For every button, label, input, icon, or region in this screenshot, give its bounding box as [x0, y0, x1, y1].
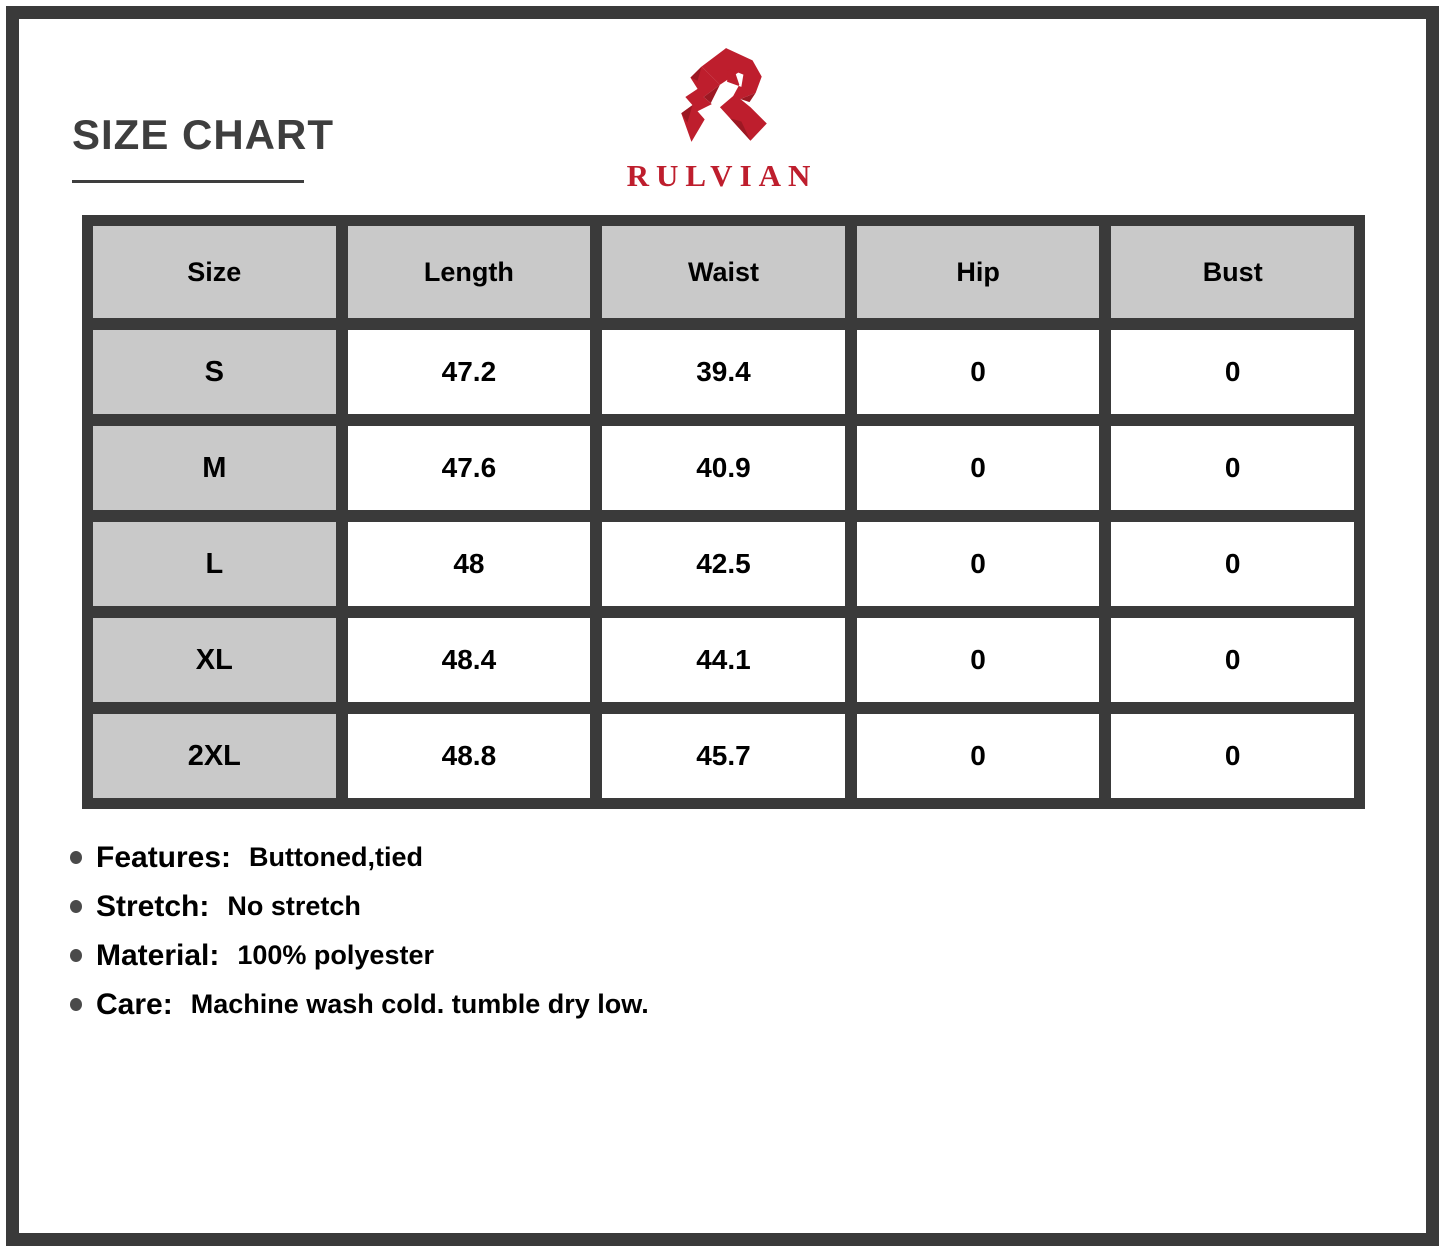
detail-value: 100% polyester [237, 940, 434, 970]
size-cell: L [93, 522, 336, 606]
detail-label: Material: [96, 938, 220, 972]
product-details-list [70, 840, 649, 1036]
value-cell: 40.9 [602, 426, 845, 510]
detail-value: Machine wash cold. tumble dry low. [190, 989, 649, 1019]
size-cell: M [93, 426, 336, 510]
value-cell: 0 [857, 330, 1100, 414]
size-cell: S [93, 330, 336, 414]
value-cell: 48.4 [348, 618, 591, 702]
header-cell-size: Size [93, 226, 336, 318]
header-cell-waist: Waist [602, 226, 845, 318]
header-cell-hip: Hip [857, 226, 1100, 318]
value-cell: 42.5 [602, 522, 845, 606]
title-underline [72, 180, 304, 183]
detail-value: No stretch [227, 891, 361, 921]
detail-item-stretch [70, 889, 649, 924]
detail-label: Features: [96, 840, 232, 874]
value-cell: 0 [1111, 618, 1354, 702]
bullet-icon [70, 949, 82, 962]
detail-item-material [70, 938, 649, 973]
value-cell: 39.4 [602, 330, 845, 414]
detail-label: Stretch: [96, 889, 210, 923]
page-title: SIZE CHART [72, 111, 334, 158]
value-cell: 0 [1111, 426, 1354, 510]
value-cell: 48 [348, 522, 591, 606]
value-cell: 0 [857, 618, 1100, 702]
value-cell: 47.6 [348, 426, 591, 510]
brand-r-monogram-icon [659, 40, 785, 152]
value-cell: 45.7 [602, 714, 845, 798]
value-cell: 0 [857, 426, 1100, 510]
value-cell: 0 [1111, 522, 1354, 606]
detail-value: Buttoned,tied [249, 842, 424, 872]
value-cell: 0 [857, 714, 1100, 798]
header-cell-length: Length [348, 226, 591, 318]
bullet-icon [70, 900, 82, 913]
value-cell: 0 [857, 522, 1100, 606]
value-cell: 0 [1111, 714, 1354, 798]
detail-item-care [70, 987, 649, 1022]
brand-logo [612, 40, 832, 194]
value-cell: 44.1 [602, 618, 845, 702]
title-block [72, 112, 334, 183]
header-cell-bust: Bust [1111, 226, 1354, 318]
size-cell: XL [93, 618, 336, 702]
brand-wordmark: RULVIAN [626, 158, 818, 193]
size-chart-table [82, 215, 1365, 809]
detail-item-features [70, 840, 649, 875]
size-cell: 2XL [93, 714, 336, 798]
bullet-icon [70, 998, 82, 1011]
value-cell: 0 [1111, 330, 1354, 414]
bullet-icon [70, 851, 82, 864]
value-cell: 48.8 [348, 714, 591, 798]
value-cell: 47.2 [348, 330, 591, 414]
detail-label: Care: [96, 987, 173, 1021]
